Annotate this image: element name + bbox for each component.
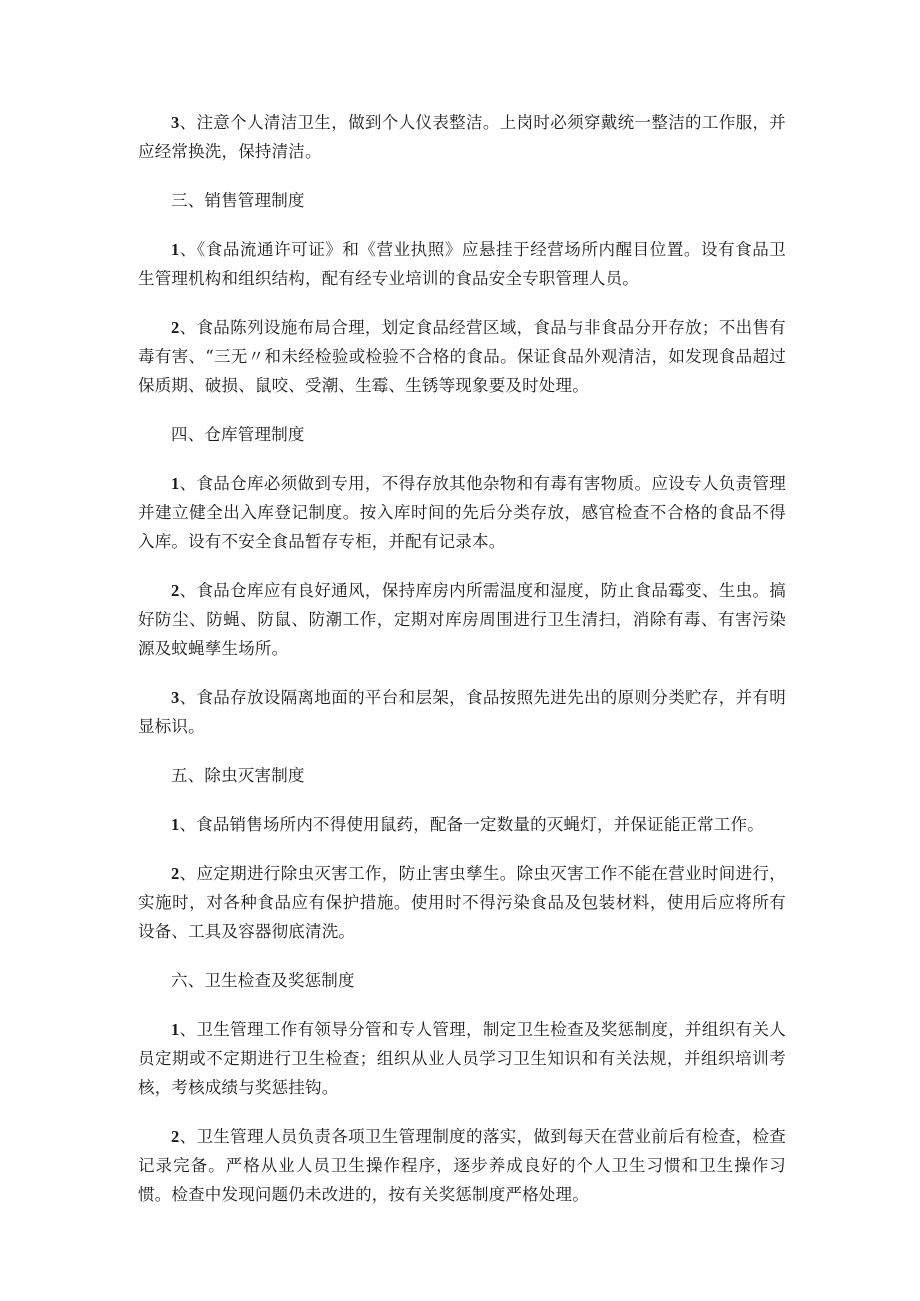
item-number: 2 — [171, 581, 180, 600]
paragraph-item — [138, 469, 786, 556]
section-heading: 四、仓库管理制度 — [171, 425, 305, 444]
item-number: 2 — [171, 864, 180, 883]
paragraph-item — [138, 1015, 786, 1102]
section-heading: 五、除虫灭害制度 — [171, 766, 305, 785]
paragraph-item — [138, 576, 786, 663]
paragraph-item — [138, 859, 786, 946]
paragraph-item — [138, 810, 786, 839]
item-text: 、食品仓库必须做到专用，不得存放其他杂物和有毒有害物质。应设专人负责管理并建立健全出入库登记制度。按入库时间的先后分类存放，感官检查不合格的食品不得入库。设有不安全食品暂存专柜，并配有记录本。 — [138, 474, 786, 551]
item-text: 、注意个人清洁卫生，做到个人仪表整洁。上岗时必须穿戴统一整洁的工作服，并应经常换洗，保持清洁。 — [138, 113, 786, 161]
section-heading: 六、卫生检查及奖惩制度 — [171, 971, 355, 990]
paragraph-item — [138, 1122, 786, 1209]
paragraph-item — [138, 683, 786, 741]
item-text: 、卫生管理工作有领导分管和专人管理，制定卫生检查及奖惩制度，并组织有关人员定期或不定期进行卫生检查；组织从业人员学习卫生知识和有关法规，并组织培训考核，考核成绩与奖惩挂钩。 — [138, 1020, 786, 1097]
paragraph-item — [138, 313, 786, 400]
section-heading: 三、销售管理制度 — [171, 191, 305, 210]
item-text: 、食品仓库应有良好通风，保持库房内所需温度和湿度，防止食品霉变、生虫。搞好防尘、防蝇、防鼠、防潮工作，定期对库房周围进行卫生清扫，消除有毒、有害污染源及蚊蝇孳生场所。 — [138, 581, 786, 658]
item-number: 2 — [171, 1127, 180, 1146]
item-number: 3 — [171, 113, 180, 132]
item-text: 、《食品流通许可证》和《营业执照》应悬挂于经营场所内醒目位置。设有食品卫生管理机构和组织结构，配有经专业培训的食品安全专职管理人员。 — [138, 240, 786, 288]
item-number: 3 — [171, 688, 180, 707]
paragraph-item — [138, 235, 786, 293]
item-text: 、食品陈列设施布局合理，划定食品经营区域，食品与非食品分开存放；不出售有毒有害、“三无〃和未经检验或检验不合格的食品。保证食品外观清洁，如发现食品超过保质期、破损、鼠咬、受潮、生霉、生锈等现象要及时处理。 — [138, 318, 786, 395]
item-text: 、应定期进行除虫灭害工作，防止害虫孳生。除虫灭害工作不能在营业时间进行，实施时，对各种食品应有保护措施。使用时不得污染食品及包装材料，使用后应将所有设备、工具及容器彻底清洗。 — [138, 864, 786, 941]
item-text: 、食品存放设隔离地面的平台和层架，食品按照先进先出的原则分类贮存，并有明显标识。 — [138, 688, 786, 736]
document-body — [138, 108, 786, 1229]
item-text: 、卫生管理人员负责各项卫生管理制度的落实，做到每天在营业前后有检查，检查记录完备。严格从业人员卫生操作程序，逐步养成良好的个人卫生习惯和卫生操作习惯。检查中发现问题仍未改进的，按有关奖惩制度严格处理。 — [138, 1127, 786, 1204]
item-number: 2 — [171, 318, 180, 337]
item-number: 1 — [171, 474, 180, 493]
paragraph-item — [138, 108, 786, 166]
item-number: 1 — [171, 1020, 180, 1039]
item-text: 、食品销售场所内不得使用鼠药，配备一定数量的灭蝇灯，并保证能正常工作。 — [179, 815, 764, 834]
item-number: 1 — [171, 815, 180, 834]
item-number: 1 — [171, 240, 180, 259]
